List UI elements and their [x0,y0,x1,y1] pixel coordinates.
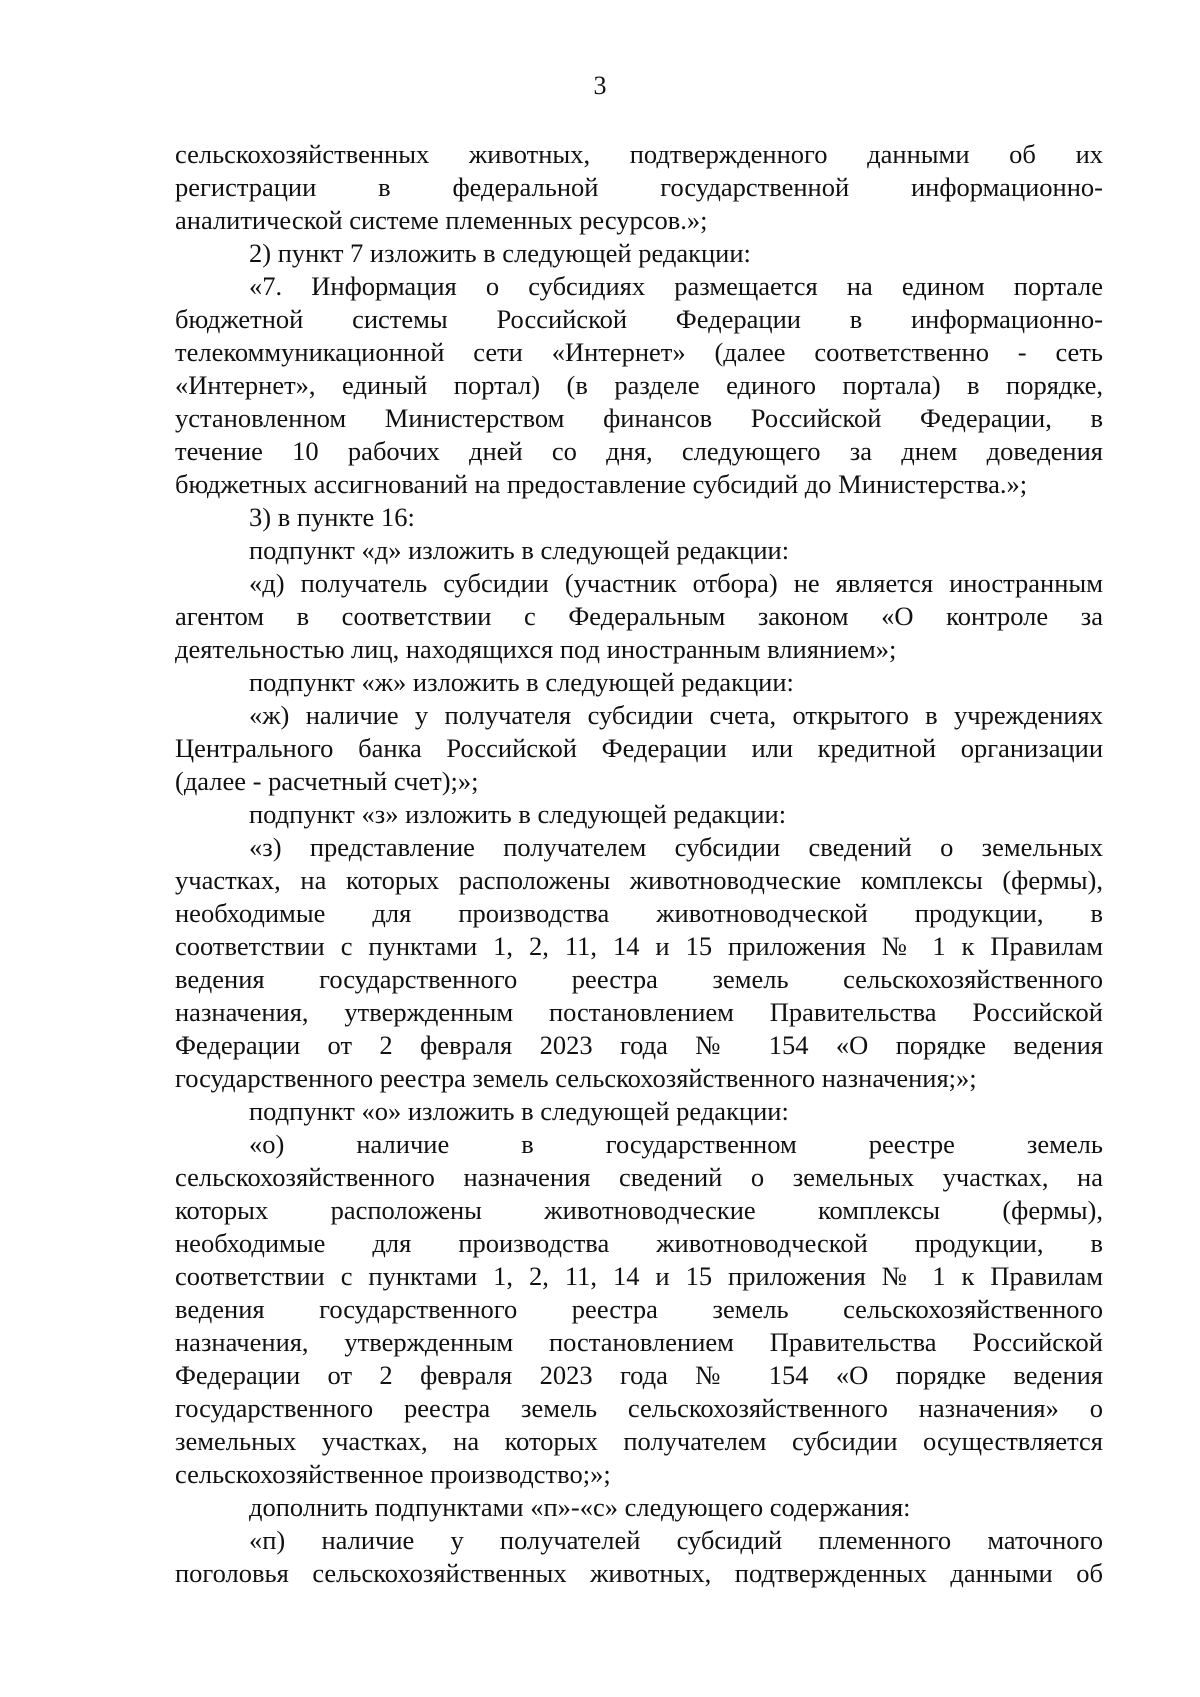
text-line: подпункт «о» изложить в следующей редакции: [249,1096,789,1126]
text-line: участках, на которых расположены животноводческие комплексы (фермы), [175,865,1103,895]
text-line: государственного реестра земель сельскохозяйственного назначения» о [175,1393,1103,1423]
text-line: бюджетной системы Российской Федерации в информационно- [175,304,1103,334]
text-line: Федерации от 2 февраля 2023 года № 154 «О порядке ведения [175,1030,1103,1060]
text-line: назначения, утвержденным постановлением Правительства Российской [175,1327,1103,1357]
text-line: бюджетных ассигнований на предоставление субсидий до Министерства.»; [175,469,1028,499]
text-line: сельскохозяйственных животных, подтвержденного данными об их [175,139,1103,169]
text-line: Центрального банка Российской Федерации или кредитной организации [175,733,1103,763]
text-line: подпункт «д» изложить в следующей редакции: [249,535,790,565]
text-line: ведения государственного реестра земель сельскохозяйственного [175,964,1103,994]
text-line: «7. Информация о субсидиях размещается на едином портале [249,271,1103,301]
text-line: Федерации от 2 февраля 2023 года № 154 «О порядке ведения [175,1360,1103,1390]
text-line: (далее - расчетный счет);»; [175,766,479,796]
text-line: соответствии с пунктами 1, 2, 11, 14 и 15 приложения № 1 к Правилам [175,1261,1103,1291]
text-line: телекоммуникационной сети «Интернет» (далее соответственно - сеть [175,337,1103,367]
text-line: 3) в пункте 16: [249,502,415,532]
text-line: земельных участках, на которых получателем субсидии осуществляется [175,1426,1103,1456]
text-line: «д) получатель субсидии (участник отбора) не является иностранным [249,568,1103,598]
text-line: сельскохозяйственного назначения сведений о земельных участках, на [175,1162,1103,1192]
text-line: «з) представление получателем субсидии сведений о земельных [249,832,1103,862]
text-line: подпункт «ж» изложить в следующей редакции: [249,667,794,697]
text-line: деятельностью лиц, находящихся под иностранным влиянием»; [175,634,897,664]
text-line: которых расположены животноводческие комплексы (фермы), [175,1195,1103,1225]
text-line: назначения, утвержденным постановлением Правительства Российской [175,997,1103,1027]
text-line: установленном Министерством финансов Российской Федерации, в [175,403,1103,433]
text-line: дополнить подпунктами «п»-«с» следующего содержания: [249,1492,911,1522]
text-line: «п) наличие у получателей субсидий племенного маточного [249,1525,1103,1555]
text-line: регистрации в федеральной государственной информационно- [175,172,1103,202]
text-line: 2) пункт 7 изложить в следующей редакции: [249,238,751,268]
text-line: течение 10 рабочих дней со дня, следующего за днем доведения [175,436,1103,466]
text-line: соответствии с пунктами 1, 2, 11, 14 и 15 приложения № 1 к Правилам [175,931,1103,961]
text-line: «Интернет», единый портал) (в разделе единого портала) в порядке, [175,370,1103,400]
text-line: сельскохозяйственное производство;»; [175,1459,611,1489]
page-number: 3 [593,71,607,100]
text-line: «ж) наличие у получателя субсидии счета, открытого в учреждениях [249,700,1103,730]
text-line: подпункт «з» изложить в следующей редакции: [249,799,787,829]
text-line: «о) наличие в государственном реестре земель [249,1129,1103,1159]
text-line: необходимые для производства животноводческой продукции, в [175,1228,1103,1258]
text-line: необходимые для производства животноводческой продукции, в [175,898,1103,928]
text-line: ведения государственного реестра земель сельскохозяйственного [175,1294,1103,1324]
text-line: государственного реестра земель сельскохозяйственного назначения;»; [175,1063,977,1093]
text-line: аналитической системе племенных ресурсов.»; [175,205,708,235]
text-line: поголовья сельскохозяйственных животных, подтвержденных данными об [175,1558,1103,1588]
text-line: агентом в соответствии с Федеральным законом «О контроле за [175,601,1103,631]
